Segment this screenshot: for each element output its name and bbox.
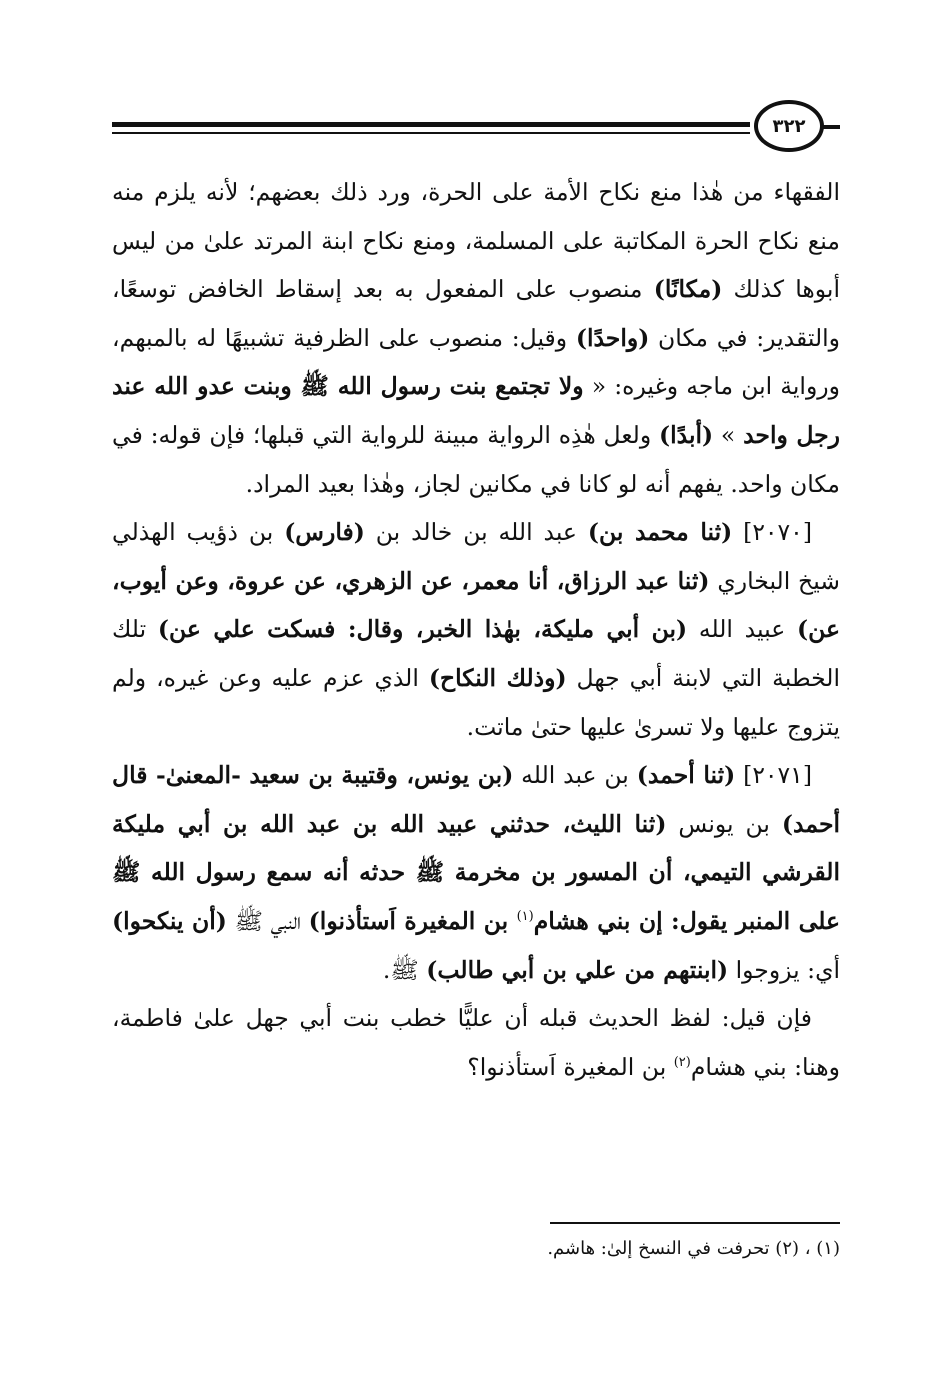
page-header — [112, 98, 840, 158]
paragraph — [112, 168, 840, 508]
text-segment: عبد الله بن خالد بن — [364, 518, 588, 547]
header-thin-rule — [112, 132, 750, 134]
text-segment: » — [713, 420, 744, 449]
page-number: ٣٢٢ — [772, 115, 806, 137]
bold-text: (ثنا أحمد) — [636, 761, 736, 790]
text-segment: منصوب على المفعول به بعد إسقاط الخافض توسعًا، والتقدير: في مكان — [112, 275, 840, 352]
bold-text: (مكانًا) — [653, 275, 723, 304]
bold-text: (بن يونس، وقتيبة بن سعيد -المعنىٰ- قال أحمد) — [112, 761, 840, 838]
text-segment: ﷺ. — [382, 955, 427, 984]
bold-text: ولا تجتمع بنت رسول الله ﷺ وبنت عدو الله عند رجل واحد — [112, 372, 840, 449]
bold-text: (أبدًا) — [658, 420, 714, 449]
text-segment: تلك الخطبة التي لابنة أبي جهل — [112, 615, 840, 692]
text-segment: بن عبد الله — [513, 761, 637, 790]
bold-text: (ثنا محمد بن) — [587, 518, 733, 547]
page-number-badge — [754, 100, 824, 152]
bold-text: (وذلك النكاح) — [428, 663, 567, 692]
bold-text: (ثنا عبد الرزاق، أنا معمر، عن الزهري، عن عروة، وعن أيوب، عن) — [112, 566, 840, 644]
footnote: (١) ، (٢) تحرفت في النسخ إلىٰ: هاشم. — [547, 1238, 840, 1259]
text-segment: الذي عزم عليه وعن غيره، ولم يتزوج عليها ولا تسرىٰ عليها حتىٰ ماتت. — [112, 663, 840, 741]
text-segment: فإن قيل: لفظ الحديث قبله أن عليًّا خطب بنت أبي جهل علىٰ فاطمة، وهنا: بني هشام — [112, 1004, 840, 1081]
text-segment: أي: يزوجوا — [728, 955, 840, 984]
paragraph — [112, 751, 840, 994]
main-text — [112, 168, 840, 1208]
text-segment: بن المغيرة اَستأذنوا؟ — [467, 1052, 674, 1081]
footnote-ref: (٢) — [673, 1054, 691, 1070]
paragraph — [112, 994, 840, 1091]
text-segment: وقيل: منصوب على الظرفية تشبيهًا له بالمبهم، ورواية ابن ماجه وغيره: « — [112, 323, 840, 401]
paragraph — [112, 508, 840, 751]
text-segment: بن يونس — [666, 809, 782, 838]
header-thick-rule — [112, 122, 750, 127]
text-segment: النبي ﷺ — [226, 906, 309, 935]
footnote-ref: (١) — [516, 909, 534, 925]
bold-text: (واحدًا) — [575, 323, 650, 352]
footnotes — [112, 1232, 840, 1266]
text-segment: بن ذؤيب الهذلي شيخ البخاري — [112, 518, 840, 595]
bold-text: (فارس) — [284, 518, 365, 547]
text-segment: الفقهاء من هٰذا منع نكاح الأمة على الحرة، ورد ذلك بعضهم؛ لأنه يلزم منه منع نكاح الحرة المكاتبة على المسلمة، ومنع نكاح ابنة المرتد علىٰ من ليس أبوها كذلك — [112, 178, 840, 304]
footnote-separator — [550, 1222, 840, 1224]
bold-text: (أن ينكحوا) — [112, 906, 227, 935]
text-segment: عبيد الله — [687, 615, 797, 644]
text-segment: [٢٠٧١] — [735, 761, 812, 790]
bold-text: بن المغيرة اَستأذنوا) — [308, 906, 517, 935]
bold-text: (بن أبي مليكة، بهٰذا الخبر، وقال: فسكت علي عن) — [157, 615, 688, 644]
text-segment: ولعل هٰذِه الرواية مبينة للرواية التي قبلها؛ فإن قوله: في مكان واحد. يفهم أنه لو كانا في مكانين لجاز، وهٰذا بعيد المراد. — [112, 420, 840, 498]
bold-text: (ثنا الليث، حدثني عبيد الله بن عبد الله بن أبي مليكة القرشي التيمي، أن المسور بن مخرمة ﷺ حدثه أنه سمع رسول الله ﷺ على المنبر يقول: إن بني هشام — [112, 809, 840, 935]
bold-text: (ابنتهم من علي بن أبي طالب) — [426, 955, 729, 984]
text-segment: [٢٠٧٠] — [732, 518, 812, 547]
